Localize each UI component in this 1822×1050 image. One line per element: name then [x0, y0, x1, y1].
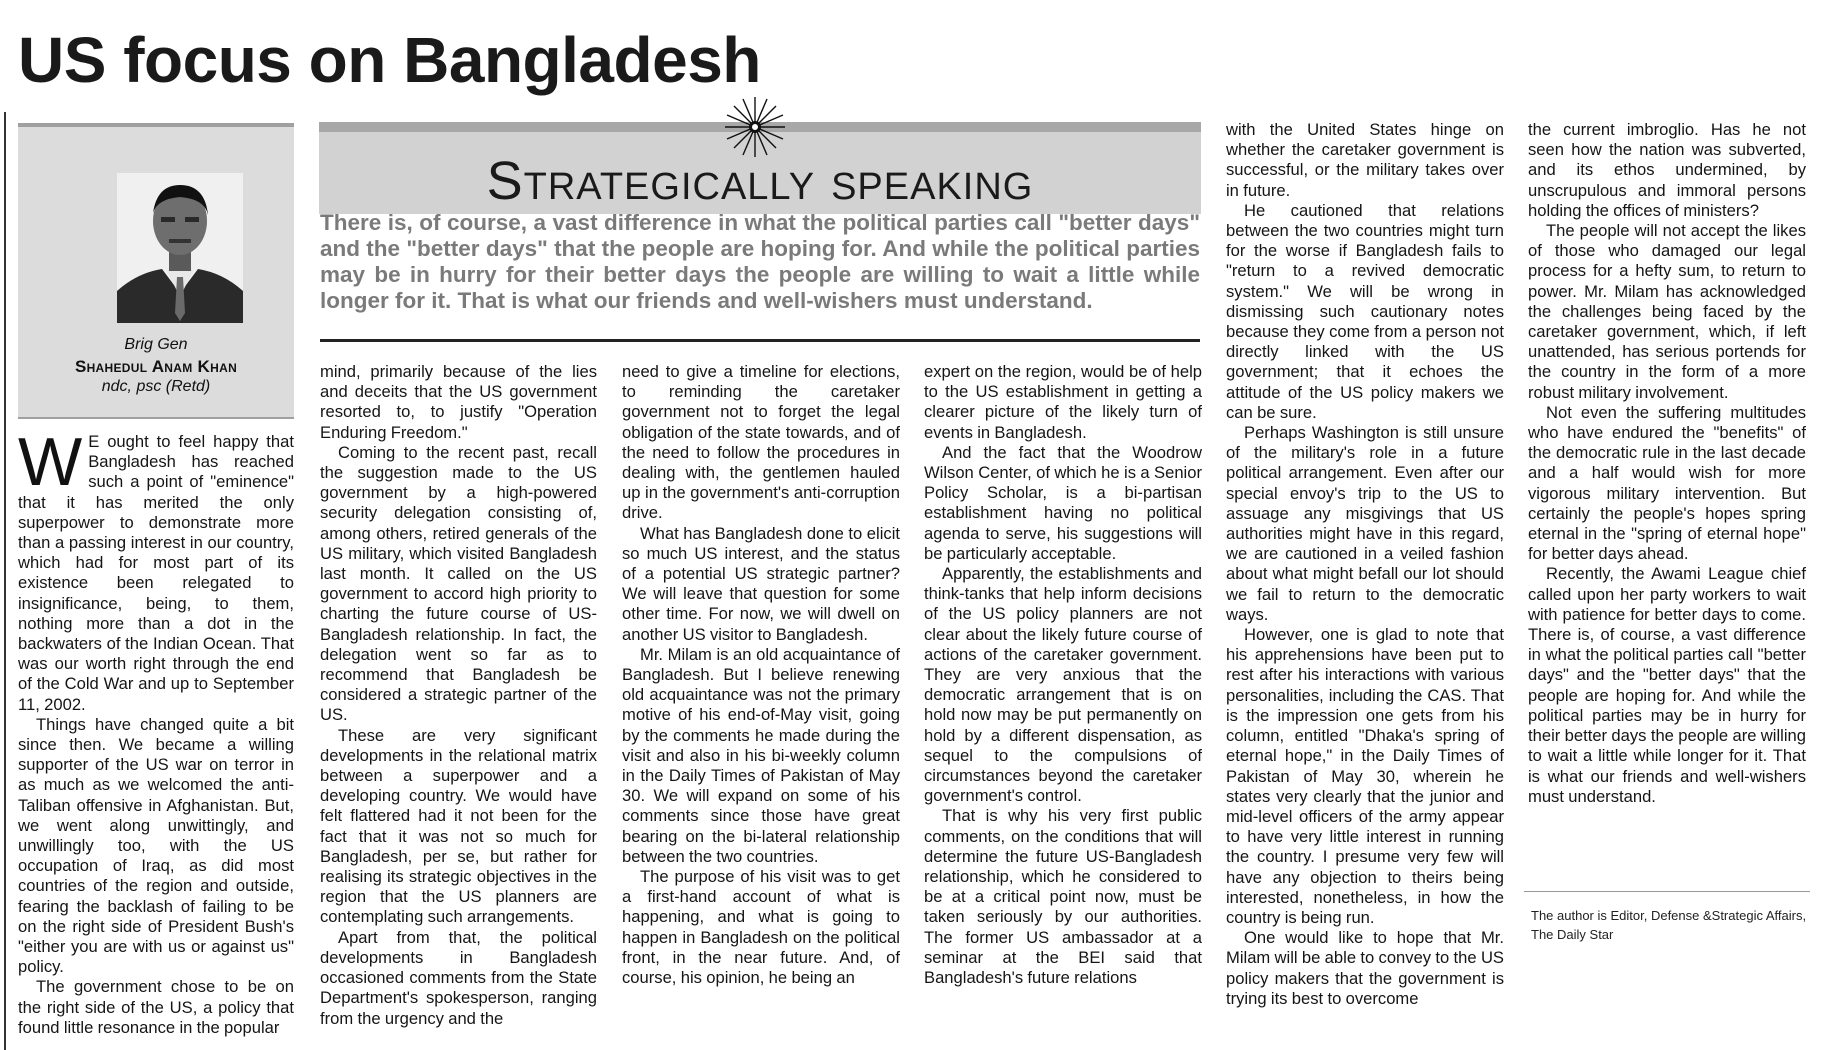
- article-paragraph: need to give a timeline for elections, to reminding the caretaker government not to forget the legal obligation of the state towards, and of the need to follow the procedures in dealing with, the gentlemen hauled up in the government's anti-corruption drive.: [622, 362, 900, 523]
- article-column-6: [1528, 120, 1806, 807]
- article-paragraph: the current imbroglio. Has he not seen how the nation was subverted, and its ethos undermined, by unscrupulous and immoral persons holding the offices of ministers?: [1528, 120, 1806, 220]
- left-border-rule: [4, 112, 6, 1050]
- article-paragraph: He cautioned that relations between the two countries might turn for the worse if Bangladesh fails to "return to a revived democratic system." We will be wrong in dismissing such cautionary notes because they come from a person not directly linked with the US government; that it echoes the attitude of the US policy makers we can be sure.: [1226, 200, 1504, 422]
- article-column-5: [1226, 120, 1504, 1009]
- byline-credentials: ndc, psc (Retd): [101, 378, 211, 395]
- article-paragraph: These are very significant developments in the relational matrix between a superpower and a developing country. We would have felt flattered had it not been for the fact that it was not so much for Bangladesh, per se, but rather for realising its strategic objectives in the region that the US planners are contemplating such arrangements.: [320, 725, 597, 927]
- pull-quote: There is, of course, a vast difference in what the political parties call "better days" and the "better days" that the people are hoping for. And while the political parties may be in hurry for their better days the people are willing to wait a little while longer for it. That is what our friends and well-wishers must understand.: [320, 210, 1200, 313]
- starburst-icon: [723, 95, 787, 159]
- article-column-1: [18, 424, 294, 1038]
- article-paragraph: Coming to the recent past, recall the suggestion made to the US government by a high-powered security delegation consisting of, among others, retired generals of the US military, which visited Bangladesh last month. It called on the US government to accord high priority to charting the future course of US-Bangladesh relationship. In fact, the delegation went so far as to recommend that Bangladesh be considered a strategic partner of the US.: [320, 442, 597, 725]
- author-photo: [117, 173, 243, 323]
- article-paragraph: And the fact that the Woodrow Wilson Center, of which he is a Senior Policy Scholar, is a bi-partisan establishment having no political agenda to serve, his suggestions will be particularly acceptable.: [924, 442, 1202, 563]
- article-paragraph: Apparently, the establishments and think-tanks that help inform decisions of the US policy planners are not clear about the likely future course of actions of the caretaker government. They are very anxious that the democratic arrangement that is on hold now may be put permanently on hold by a different dispensation, as sequel to the compulsions of circumstances beyond the caretaker government's control.: [924, 564, 1202, 806]
- article-paragraph: with the United States hinge on whether the caretaker government is successful, or the military takes over in future.: [1226, 120, 1504, 200]
- article-column-2: [320, 362, 597, 1029]
- author-note-line-1: The author is Editor, Defense &Strategic Affairs,: [1531, 908, 1807, 923]
- article-paragraph: One would like to hope that Mr. Milam will be able to convey to the US policy makers that the government is trying its best to overcome: [1226, 928, 1504, 1008]
- article-paragraph: The purpose of his visit was to get a first-hand account of what is happening, and what is going to happen in Bangladesh on the political front, in the near future. And, of course, his opinion, he being an: [622, 867, 900, 988]
- article-paragraph: The people will not accept the likes of those who damaged our legal process for a hefty sum, to return to power. Mr. Milam has acknowledged the challenges being faced by the caretaker government, which, if left unattended, has serious portends for the country in the form of a more robust military involvement.: [1528, 221, 1806, 402]
- article-paragraph: Things have changed quite a bit since then. We became a willing supporter of the US war on terror in as much as we welcomed the anti-Taliban offensive in Afghanistan. But, we went along unwittingly, and unwillingly too, with the US occupation of Iraq, as did most countries of the region and outside, fearing the backlash of failing to be on the right side of President Bush's "either you are with us or against us" policy.: [18, 714, 294, 977]
- author-note: [1531, 906, 1813, 944]
- byline-rank: Brig Gen: [124, 336, 188, 353]
- article-paragraph: That is why his very first public comments, on the conditions that will determine the future US-Bangladesh relationship, which he considered to be at a critical point now, must be taken seriously by our authorities. The former US ambassador at a seminar at the BEI said that Bangladesh's future relations: [924, 806, 1202, 988]
- article-paragraph: The government chose to be on the right side of the US, a policy that found little resonance in the popular: [18, 977, 294, 1037]
- article-paragraph: Perhaps Washington is still unsure of the military's role in a future political arrangement. Even after our special envoy's trip to the US to assuage any misgivings that US authorities might have in this regard, we are cautioned in a veiled fashion about what might befall our lot should we fail to return to the democratic ways.: [1226, 423, 1504, 624]
- drop-cap: W: [18, 424, 83, 500]
- article-paragraph: However, one is glad to note that his apprehensions have been put to rest after his interactions with various personalities, including the CAS. That is the impression one gets from his column, entitled "Dhaka's spring of eternal hope," in the Daily Times of Pakistan of May 30, wherein he states very clearly that the junior and mid-level officers of the army appear to have very little interest in running the country. I presume very few will have any objection to theirs being interested, nonetheless, in how the country is being run.: [1226, 625, 1504, 927]
- article-paragraph: mind, primarily because of the lies and deceits that the US government resorted to, to justify "Operation Enduring Freedom.": [320, 362, 597, 442]
- article-column-3: [622, 362, 900, 988]
- article-paragraph: Apart from that, the political developments in Bangladesh occasioned comments from the State Department's spokesperson, ranging from the urgency and the: [320, 927, 597, 1028]
- article-paragraph: What has Bangladesh done to elicit so much US interest, and the status of a potential US strategic partner? We will leave that question for some other time. For now, we will dwell on another US visitor to Bangladesh.: [622, 523, 900, 644]
- column-banner-title: Strategically speaking: [486, 151, 1034, 211]
- article-paragraph: Recently, the Awami League chief called upon her party workers to wait with patience for better days to come. There is, of course, a vast difference in what the political parties call "better days" and the "better days" that the people are hoping for. And while the political parties may be in hurry for their better days the people are willing to wait a little while longer for it. That is what our friends and well-wishers must understand.: [1528, 564, 1806, 806]
- pull-quote-rule: [320, 339, 1200, 342]
- paragraph-text: E ought to feel happy that Bangladesh has reached such a point of "eminence" that it has merited the only superpower to demonstrate more than a passing interest in our country, which had for most part of its existence been relegated to insignificance, being, to them, nothing more than a dot in the backwaters of the Indian Ocean. That was our worth right through the end of the Cold War and up to September 11, 2002.: [18, 432, 294, 714]
- article-paragraph: expert on the region, would be of help to the US establishment in getting a clearer picture of the likely turn of events in Bangladesh.: [924, 362, 1202, 442]
- byline-box: [18, 123, 294, 419]
- author-note-rule: [1524, 891, 1810, 892]
- article-paragraph: Mr. Milam is an old acquaintance of Bangladesh. But I believe renewing old acquaintance was not the primary motive of his end-of-May visit, going by the comments he made during the visit and also in his bi-weekly column in the Daily Times of Pakistan of May 30. We will expand on some of his comments since those have great bearing on the bi-lateral relationship between the two countries.: [622, 644, 900, 866]
- author-note-line-2: The Daily Star: [1531, 927, 1614, 942]
- article-paragraph: Not even the suffering multitudes who have endured the "benefits" of the democratic rule in the last decade and a half would wish for more vigorous military intervention. But certainly the people's hopes spring eternal in the "spring of eternal hope" for better days ahead.: [1528, 402, 1806, 564]
- article-column-4: [924, 362, 1202, 988]
- headline: US focus on Bangladesh: [18, 24, 761, 96]
- byline-name: Shahedul Anam Khan: [74, 357, 238, 376]
- article-paragraph: [18, 424, 294, 715]
